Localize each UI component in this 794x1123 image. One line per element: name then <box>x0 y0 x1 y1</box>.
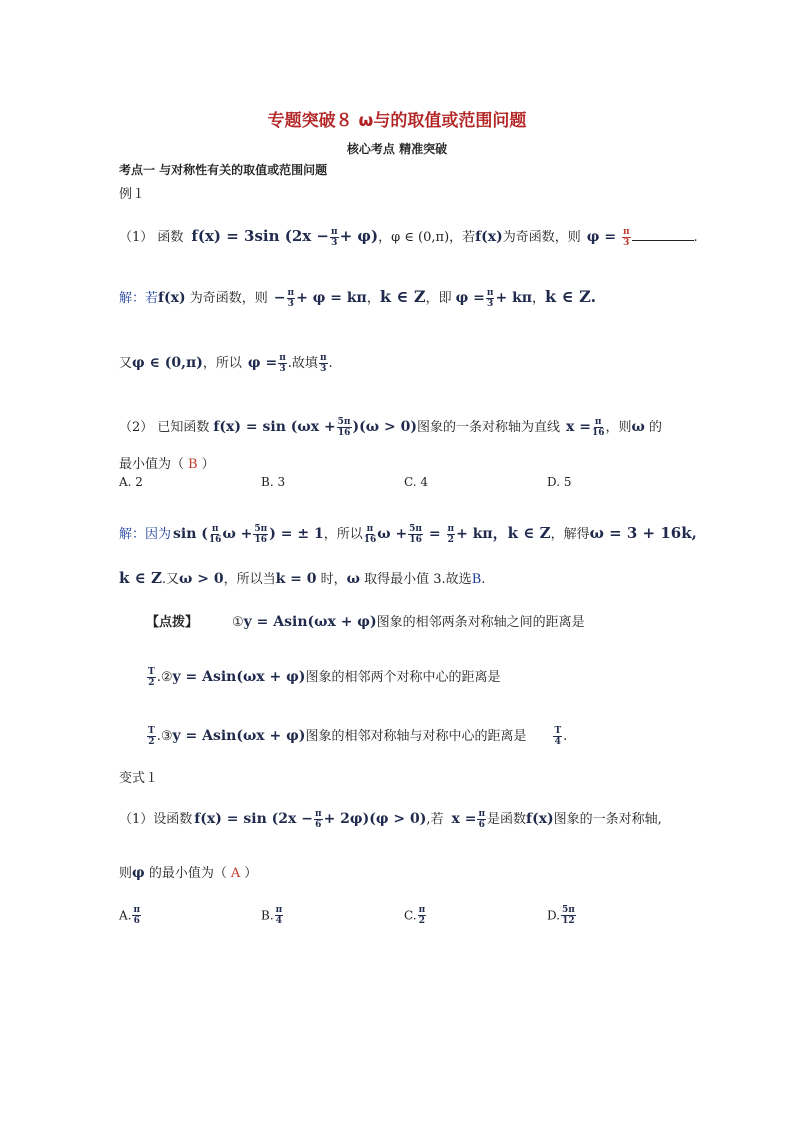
solution-2b: k ∈ Z.又ω > 0，所以当k = 0 时，ω 取得最小值 3.故选B. <box>119 569 486 587</box>
example-label: 例１ <box>119 187 146 202</box>
tip-line-1: 【点拨】 ①y = Asin(ωx + φ)图象的相邻两条对称轴之间的距离是 <box>146 614 585 630</box>
q1-number: （1） 函数 <box>119 230 184 245</box>
v1-option-d: D. $\frac{5\pi}{12}$ <box>547 905 575 926</box>
question-2-line2: 最小值为（ B ） <box>119 457 215 472</box>
variant-question-1: （1）设函数 f(x) = sin (2x − $\frac{\pi}{6}$ + 2φ)(φ > 0),若 x = $\frac{\pi}{6}$ 是函数f(x)图象的一条对称轴, <box>119 808 662 830</box>
solution-2: 解：因为 sin ( $\frac{\pi}{16}$ ω + $\frac{5\pi}{16}$ ) = ± 1，所以 $\frac{\pi}{16}$ ω + $\frac{5\pi}{16}$ = $\frac{\pi}{2}$ + kπ，k ∈ Z，解得ω = 3 + 16k, <box>119 523 697 545</box>
v1-option-b: B. $\frac{\pi}{4}$ <box>261 905 283 926</box>
v1-option-a: A. $\frac{\pi}{6}$ <box>119 905 141 926</box>
q2-option-a: A. 2 <box>119 475 143 489</box>
variant-label: 变式１ <box>119 771 159 786</box>
v1-answer: A <box>230 866 241 881</box>
q2-option-b: B. 3 <box>261 475 286 489</box>
page-title: 专题突破８ ω与的取值或范围问题 <box>267 111 527 131</box>
q2-answer: B <box>188 457 198 472</box>
section-heading: 考点一 与对称性有关的取值或范围问题 <box>119 163 328 177</box>
tip-line-2: $\frac{T}{2}$ .②y = Asin(ωx + φ)图象的相邻两个对称中心的距离是 <box>148 666 501 688</box>
question-1: （1） 函数 f(x) = 3sin (2x − $\frac{\pi}{3}$ + φ)，φ ∈ (0,π)，若f(x)为奇函数，则 φ = $\frac{\pi}{3}$ . <box>119 226 698 248</box>
q2-option-c: C. 4 <box>404 475 429 489</box>
page-subtitle: 核心考点 精准突破 <box>346 142 448 156</box>
solution-1b: 又φ ∈ (0,π)，所以 φ = $\frac{\pi}{3}$ .故填 $\frac{\pi}{3}$ . <box>119 352 333 374</box>
v1-option-c: C. $\frac{\pi}{2}$ <box>404 905 426 926</box>
q1-answer: φ = $\frac{\pi}{3}$ <box>586 226 630 248</box>
answer-blank <box>632 228 694 241</box>
question-2: （2） 已知函数 f(x) = sin (ωx + $\frac{5\pi}{16}$ )(ω > 0)图象的一条对称轴为直线 x = $\frac{\pi}{16}$ ，则ω 的 <box>119 416 662 438</box>
q2-option-d: D. 5 <box>547 475 572 489</box>
solution-1: 解：若f(x) 为奇函数，则 − $\frac{\pi}{3}$ + φ = kπ，k ∈ Z，即 φ = $\frac{\pi}{3}$ + kπ，k ∈ Z. <box>119 287 597 309</box>
tip-line-3: $\frac{T}{2}$ .③y = Asin(ωx + φ)图象的相邻对称轴与对称中心的距离是 $\frac{T}{4}$ . <box>148 725 568 747</box>
variant-question-1-line2: 则φ 的最小值为（ A ） <box>119 865 258 881</box>
q1-function: f(x) = 3sin (2x − $\frac{\pi}{3}$ + φ) <box>191 226 379 248</box>
